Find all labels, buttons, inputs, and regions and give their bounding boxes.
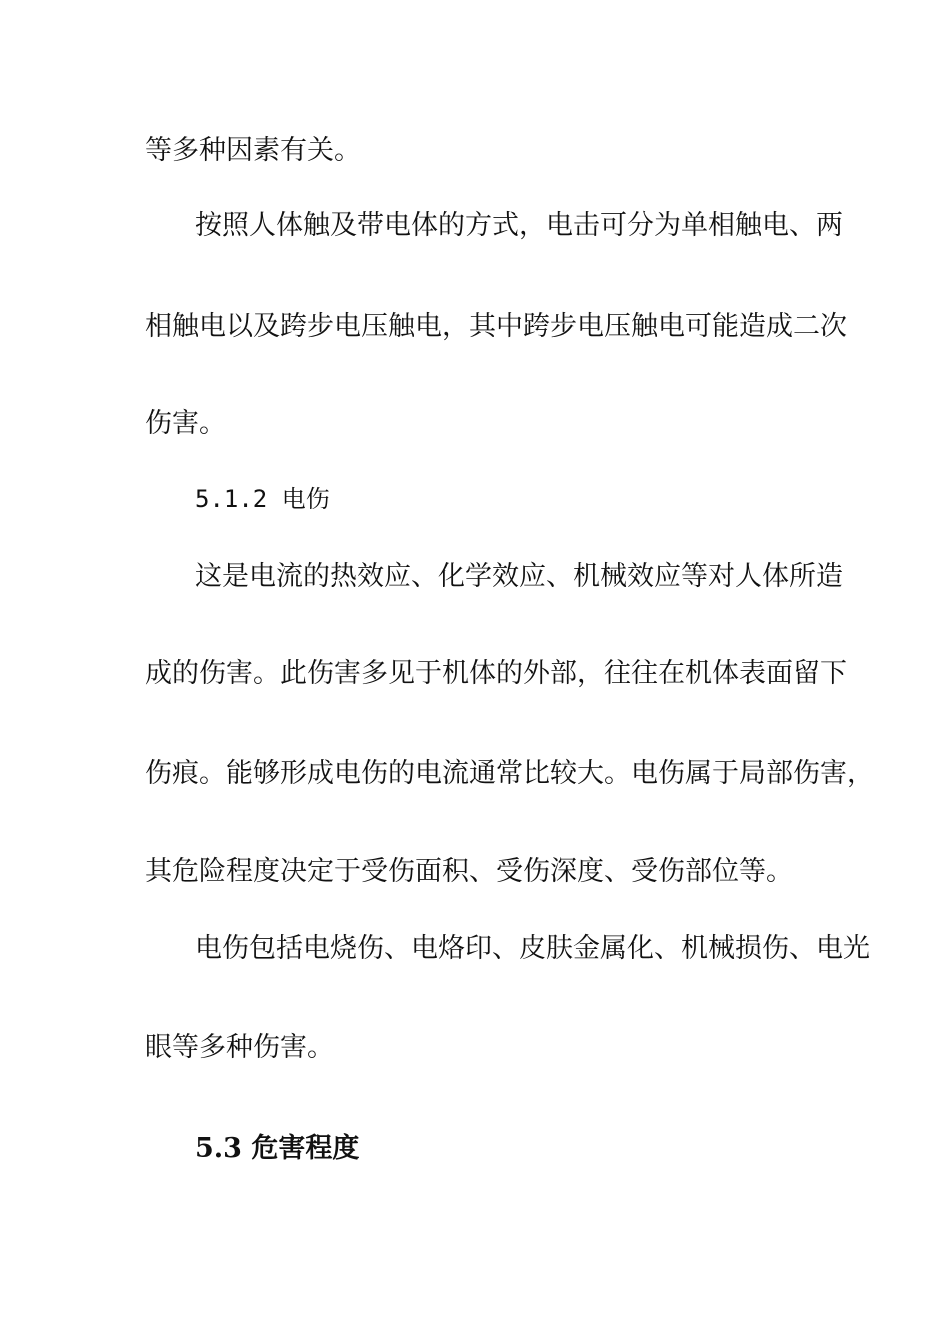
subsection-heading: 5.1.2 电伤	[195, 485, 330, 513]
paragraph-line: 伤害。	[145, 408, 226, 439]
paragraph-line: 相触电以及跨步电压触电，其中跨步电压触电可能造成二次	[145, 311, 847, 342]
paragraph-line: 电伤包括电烧伤、电烙印、皮肤金属化、机械损伤、电光	[195, 933, 870, 964]
paragraph-line: 这是电流的热效应、化学效应、机械效应等对人体所造	[195, 561, 843, 592]
paragraph-line: 成的伤害。此伤害多见于机体的外部，往往在机体表面留下	[145, 658, 847, 689]
paragraph-line: 等多种因素有关。	[145, 135, 361, 166]
paragraph-line: 眼等多种伤害。	[145, 1032, 334, 1063]
section-heading: 5.3 危害程度	[195, 1133, 360, 1164]
paragraph-line: 按照人体触及带电体的方式，电击可分为单相触电、两	[195, 210, 843, 241]
paragraph-line: 其危险程度决定于受伤面积、受伤深度、受伤部位等。	[145, 856, 793, 887]
paragraph-line: 伤痕。能够形成电伤的电流通常比较大。电伤属于局部伤害，	[145, 758, 874, 789]
